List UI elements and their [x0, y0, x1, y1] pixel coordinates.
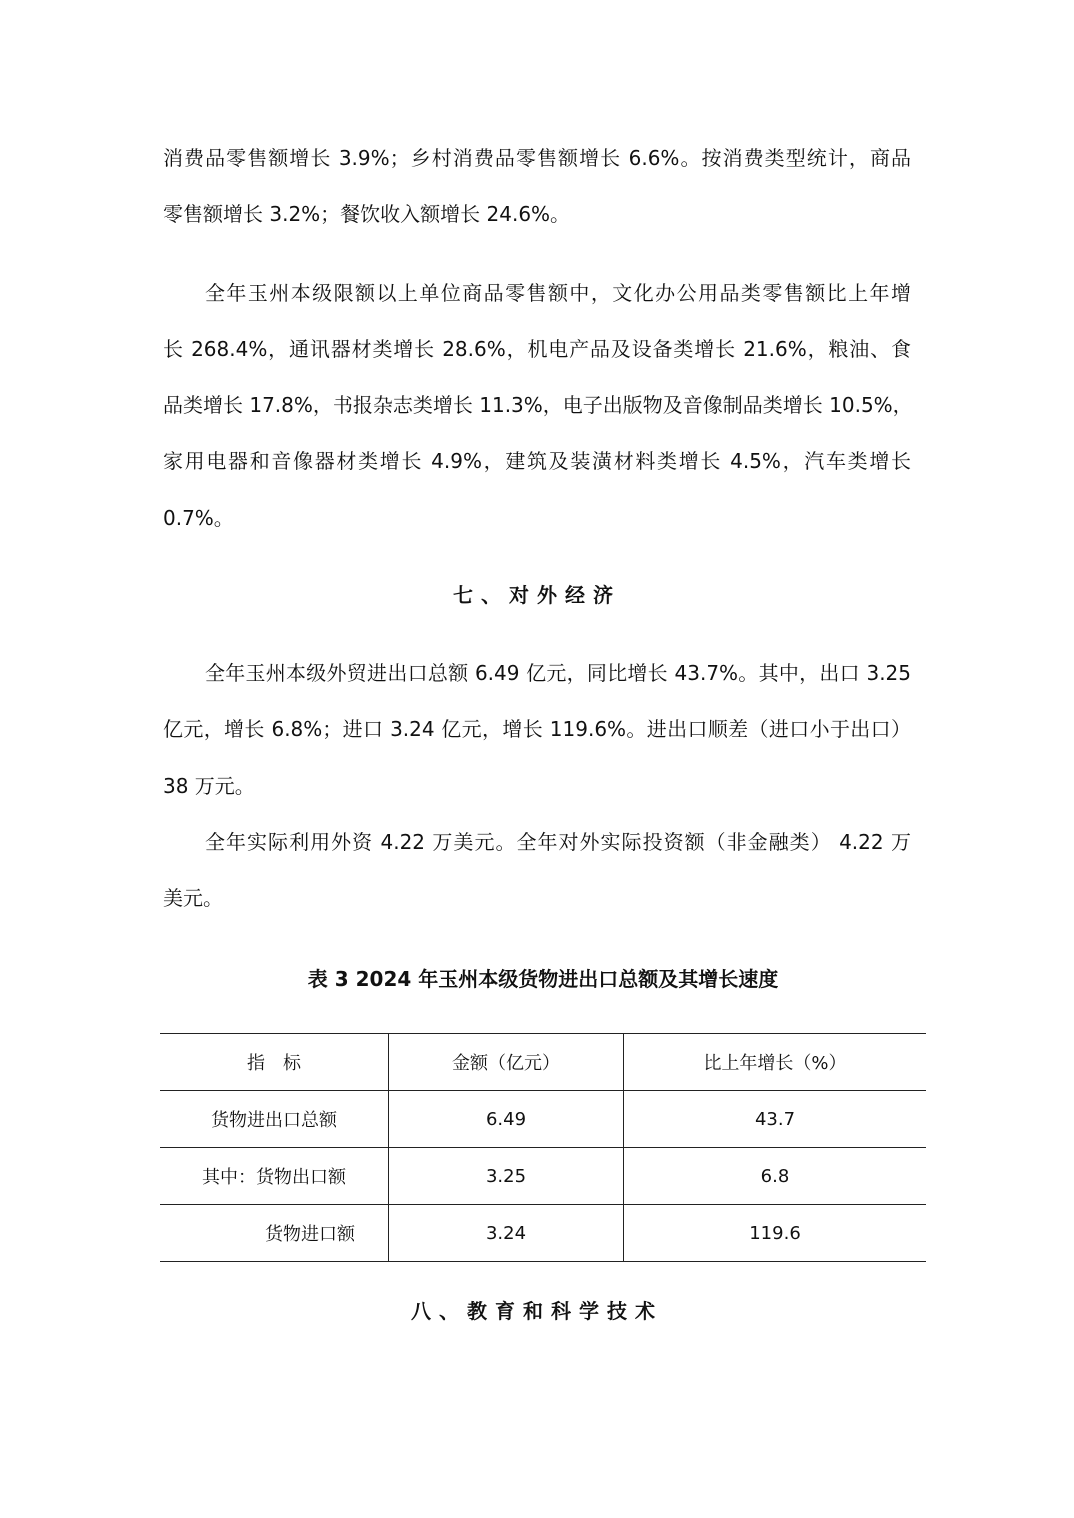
text-line: 亿元，增长 6.8%；进口 3.24 亿元，增长 119.6%。进出口顺差（进口小于出口）	[163, 717, 911, 741]
table-row	[160, 1148, 926, 1205]
cell-amount: 3.25	[389, 1148, 624, 1205]
section-heading-7: 七、对外经济	[453, 583, 621, 607]
text-line: 全年玉州本级外贸进出口总额 6.49 亿元，同比增长 43.7%。其中，出口 3.25	[205, 661, 911, 685]
table-caption: 表 3 2024 年玉州本级货物进出口总额及其增长速度	[307, 967, 779, 991]
text-line: 家用电器和音像器材类增长 4.9%，建筑及装潢材料类增长 4.5%，汽车类增长	[163, 449, 911, 473]
table-row	[160, 1205, 926, 1262]
text-line: 消费品零售额增长 3.9%；乡村消费品零售额增长 6.6%。按消费类型统计，商品	[163, 146, 911, 170]
text-line: 美元。	[163, 886, 223, 910]
text-line: 长 268.4%，通讯器材类增长 28.6%，机电产品及设备类增长 21.6%，粮油、食	[163, 337, 911, 361]
text-line: 0.7%。	[163, 506, 234, 530]
text-line: 零售额增长 3.2%；餐饮收入额增长 24.6%。	[163, 202, 571, 226]
cell-amount: 6.49	[389, 1091, 624, 1148]
cell-growth: 119.6	[624, 1205, 927, 1262]
table-header-row	[160, 1034, 926, 1091]
cell-indicator: 货物进出口总额	[160, 1091, 389, 1148]
cell-indicator: 其中：货物出口额	[160, 1148, 389, 1205]
cell-amount: 3.24	[389, 1205, 624, 1262]
text-line: 全年玉州本级限额以上单位商品零售额中，文化办公用品类零售额比上年增	[205, 281, 911, 305]
text-line: 全年实际利用外资 4.22 万美元。全年对外实际投资额（非金融类） 4.22 万	[205, 830, 911, 854]
cell-growth: 6.8	[624, 1148, 927, 1205]
cell-indicator: 货物进口额	[160, 1205, 389, 1262]
header-indicator: 指 标	[247, 1053, 301, 1074]
header-growth: 比上年增长（%）	[624, 1034, 927, 1091]
header-amount: 金额（亿元）	[389, 1034, 624, 1091]
text-line: 品类增长 17.8%，书报杂志类增长 11.3%，电子出版物及音像制品类增长 10.5%，	[163, 393, 913, 417]
cell-growth: 43.7	[624, 1091, 927, 1148]
section-heading-8: 八、教育和科学技术	[411, 1299, 663, 1323]
trade-table	[160, 1033, 926, 1262]
text-line: 38 万元。	[163, 774, 255, 798]
table-row	[160, 1091, 926, 1148]
